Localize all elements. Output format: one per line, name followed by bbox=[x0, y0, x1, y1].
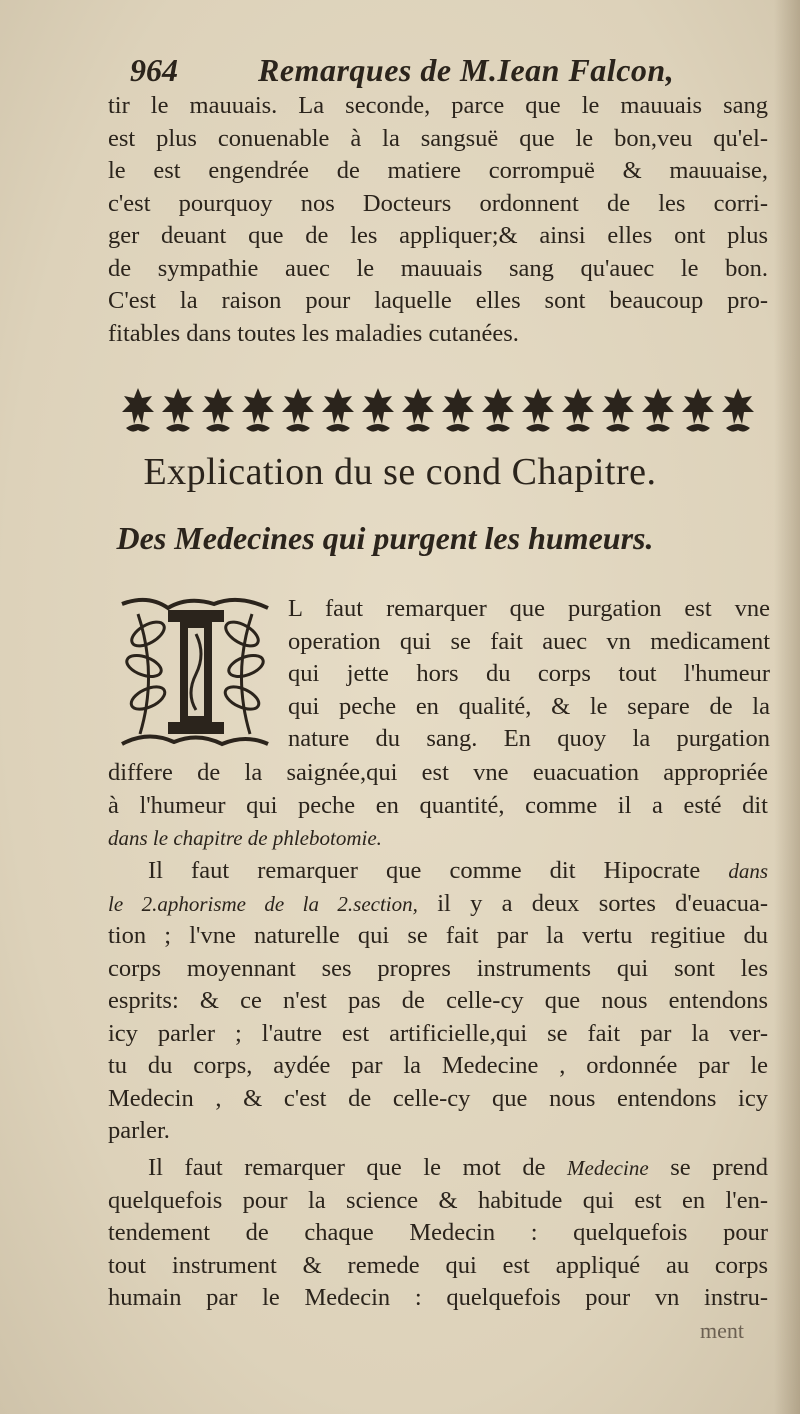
text-line: qui peche en qualité, & le separe de la bbox=[288, 692, 770, 720]
paragraph-2 bbox=[108, 757, 768, 855]
drop-cap-paragraph bbox=[288, 593, 770, 756]
text-line: C'est la raison pour laquelle elles sont beaucoup pro- bbox=[108, 287, 768, 314]
text-run-italic: le 2.aphorisme de la 2.section, bbox=[108, 891, 418, 916]
text-run: Il faut remarquer que comme dit Hipocrate bbox=[148, 857, 701, 884]
text-line bbox=[108, 1152, 768, 1185]
page-number: 964 bbox=[130, 52, 178, 88]
paragraph-3 bbox=[108, 855, 768, 1148]
text-line bbox=[108, 888, 768, 921]
text-line: nature du sang. En quoy la purgation bbox=[288, 725, 770, 752]
text-line-italic: dans le chapitre de phlebotomie. bbox=[108, 826, 382, 850]
text-line: quelquefois pour la science & habitude qui est en l'en- bbox=[108, 1186, 768, 1214]
ornament-band bbox=[118, 382, 768, 434]
text-line: tir le mauuais. La seconde, parce que le mauuais sang bbox=[108, 92, 768, 119]
text-line: Medecin , & c'est de celle-cy que nous entendons icy bbox=[108, 1084, 768, 1112]
text-line: fitables dans toutes les maladies cutanées. bbox=[108, 319, 519, 347]
text-line: esprits: & ce n'est pas de celle-cy que nous entendons bbox=[108, 987, 768, 1014]
chapter-subtitle: Des Medecines qui purgent les humeurs. bbox=[116, 520, 654, 556]
text-line: le est engendrée de matiere corrompuë & mauuaise, bbox=[108, 157, 768, 184]
text-run: se prend bbox=[670, 1154, 768, 1181]
text-line: operation qui se fait auec vn medicament bbox=[288, 627, 770, 655]
text-line: parler. bbox=[108, 1117, 170, 1144]
text-run-italic: Medecine bbox=[567, 1156, 649, 1180]
text-line: tion ; l'vne naturelle qui se fait par la vertu regitiue du bbox=[108, 922, 768, 949]
text-line: humain par le Medecin : quelquefois pour vn instru- bbox=[108, 1284, 768, 1311]
text-line: ger deuant que de les appliquer;& ainsi elles ont plus bbox=[108, 222, 768, 249]
text-line: tu du corps, aydée par la Medecine , ordonnée par le bbox=[108, 1052, 768, 1079]
text-line: tout instrument & remede qui est appliqué au corps bbox=[108, 1251, 768, 1279]
page-edge-shadow bbox=[774, 0, 800, 1414]
chapter-title: Explication du se cond Chapitre. bbox=[143, 451, 657, 493]
paragraph-4 bbox=[108, 1152, 768, 1315]
catchword: ment bbox=[700, 1318, 744, 1343]
text-line: icy parler ; l'autre est artificielle,qui se fait par la ver- bbox=[108, 1019, 768, 1047]
text-run: Il faut remarquer que le mot de bbox=[148, 1154, 546, 1181]
text-run-italic: dans bbox=[728, 859, 768, 883]
text-line: corps moyennant ses propres instruments qui sont les bbox=[108, 954, 768, 982]
text-line: differe de la saignée,qui est vne euacuation appropriée bbox=[108, 759, 768, 786]
text-line bbox=[108, 855, 768, 888]
text-line: tendement de chaque Medecin : quelquefois pour bbox=[108, 1219, 768, 1246]
running-title: Remarques de M.Iean Falcon, bbox=[258, 52, 675, 88]
text-line: de sympathie auec le mauuais sang qu'auec le bon. bbox=[108, 254, 768, 282]
text-line: qui jette hors du corps tout l'humeur bbox=[288, 660, 770, 687]
text-run: il y a deux sortes d'euacua- bbox=[437, 889, 768, 917]
decorated-initial-i-icon bbox=[118, 594, 272, 750]
text-line: à l'humeur qui peche en quantité, comme il a esté dit bbox=[108, 791, 768, 819]
paragraph-1 bbox=[108, 90, 768, 350]
text-line: c'est pourquoy nos Docteurs ordonnent de les corri- bbox=[108, 189, 768, 217]
text-line: L faut remarquer que purgation est vne bbox=[288, 595, 770, 622]
text-line: est plus conuenable à la sangsuë que le bon,veu qu'el- bbox=[108, 124, 768, 152]
